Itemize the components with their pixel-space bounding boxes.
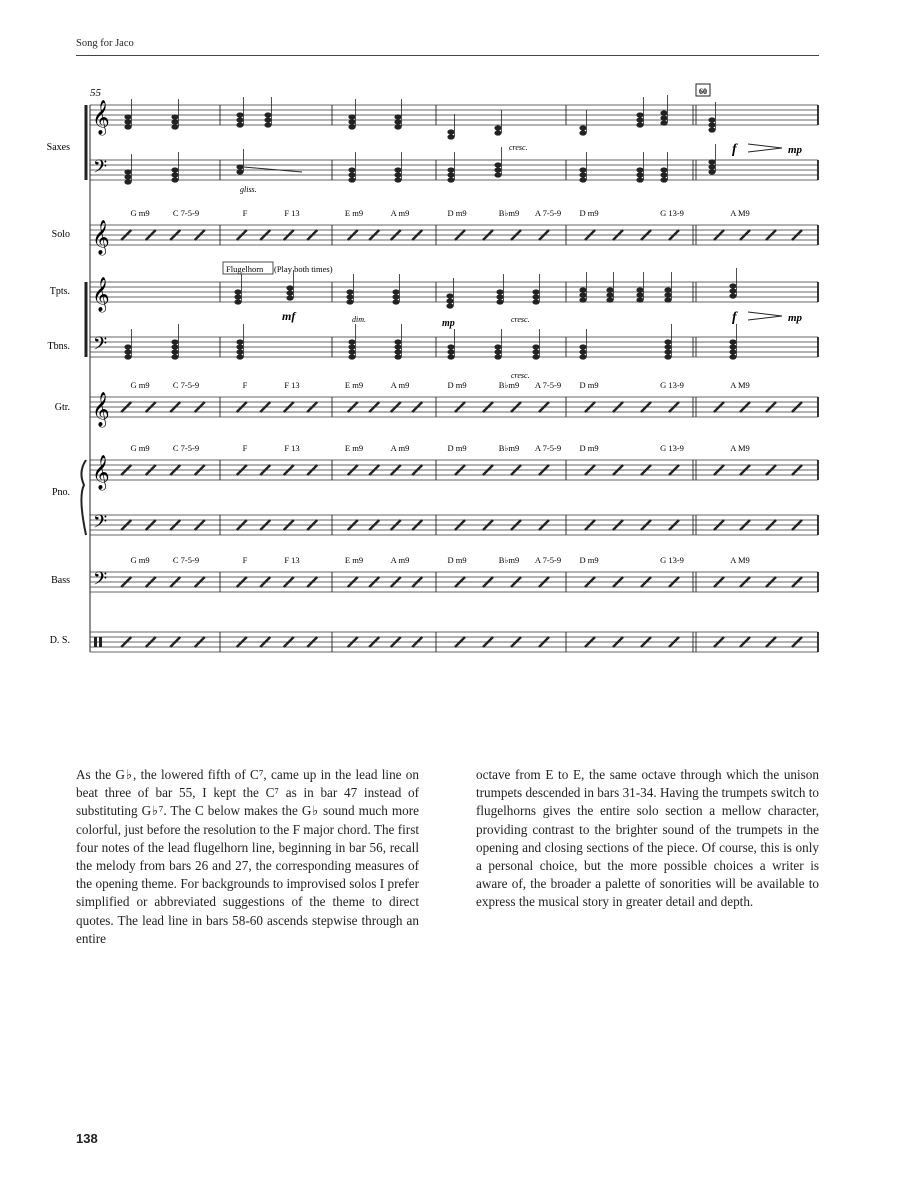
sax-note-head (394, 114, 401, 119)
chord-symbol: E m9 (344, 443, 364, 453)
trombone-note-head (124, 354, 131, 359)
chord-symbol: G m9 (130, 443, 150, 453)
sax-note-head (494, 162, 501, 167)
chord-symbol: D m9 (579, 208, 599, 218)
chord-symbol: A M9 (730, 380, 750, 390)
sax-note-head (708, 122, 715, 127)
chord-symbol: C 7-5-9 (172, 208, 200, 218)
instrument-label: D. S. (49, 635, 70, 646)
dynamic-f: f (732, 142, 737, 157)
piano-brace (81, 460, 86, 535)
sax-note-head (494, 130, 501, 135)
chord-symbol: C 7-5-9 (172, 555, 200, 565)
chord-symbol: A 7-5-9 (534, 380, 562, 390)
chord-symbol: G 13-9 (660, 443, 684, 453)
trumpet-note-head (346, 299, 353, 304)
chord-symbol: F (242, 443, 248, 453)
chord-symbol: B♭m9 (498, 443, 520, 453)
treble-clef-icon: 𝄞 (92, 221, 110, 254)
trumpet-note-head (532, 299, 539, 304)
sax-note-head (394, 124, 401, 129)
sax-note-head (394, 172, 401, 177)
instrument-label: Tpts. (49, 286, 70, 297)
body-text-right-column: octave from E to E, the same octave through which the unison trumpets descended in bars 31-34. Having the trumpets switch to flugelhorns gives the entire solo section a mellow character, providing contrast to the brighter sound of the trumpets in the opening and closing sections of the piece. Of course, this is only a personal choice, but the more possible choices a writer is aware of, the broader a palette of sonorities will be available to express the musical story in greater detail and depth. (476, 767, 819, 910)
trumpet-note-head (664, 297, 671, 302)
sax-note-head (660, 177, 667, 182)
chord-symbol: B♭m9 (498, 208, 520, 218)
sax-note-head (494, 172, 501, 177)
trombone-note-head (532, 349, 539, 354)
chord-symbol: G 13-9 (660, 208, 684, 218)
trumpet-note-head (346, 294, 353, 299)
trombone-note-head (236, 354, 243, 359)
chord-symbol: C 7-5-9 (172, 380, 200, 390)
chord-symbol: A 7-5-9 (534, 443, 562, 453)
sax-note-head (579, 167, 586, 172)
chord-symbol: F 13 (284, 380, 300, 390)
sax-note-head (236, 169, 243, 174)
gliss-line (244, 167, 302, 172)
sax-note-head (660, 120, 667, 125)
sax-note-head (708, 159, 715, 164)
chord-symbol: G m9 (130, 208, 150, 218)
sax-note-head (171, 177, 178, 182)
trombone-note-head (348, 339, 355, 344)
sax-note-head (660, 172, 667, 177)
trombone-note-head (236, 344, 243, 349)
trumpet-note-head (446, 298, 453, 303)
trombone-note-head (729, 339, 736, 344)
trumpet-note-head (392, 294, 399, 299)
instrument-label: Bass (51, 575, 70, 586)
trombone-note-head (494, 344, 501, 349)
trumpet-note-head (729, 293, 736, 298)
chord-symbol: D m9 (579, 380, 599, 390)
sax-note-head (636, 117, 643, 122)
sax-note-head (394, 119, 401, 124)
chord-symbol: A m9 (390, 208, 410, 218)
chord-symbol: B♭m9 (498, 555, 520, 565)
trumpet-note-head (446, 293, 453, 298)
trumpet-note-head (636, 297, 643, 302)
chord-symbol: E m9 (344, 555, 364, 565)
trombone-note-head (124, 344, 131, 349)
trumpet-note-head (606, 287, 613, 292)
trombone-note-head (729, 344, 736, 349)
trumpet-note-head (234, 299, 241, 304)
chord-symbol: A M9 (730, 208, 750, 218)
sax-note-head (708, 117, 715, 122)
trombone-note-head (348, 354, 355, 359)
sax-note-head (264, 112, 271, 117)
chord-symbol: G m9 (130, 555, 150, 565)
trumpet-note-head (729, 283, 736, 288)
bass-clef-icon: 𝄢 (93, 568, 108, 593)
trumpet-note-head (664, 292, 671, 297)
sax-note-head (236, 117, 243, 122)
sax-note-head (636, 172, 643, 177)
trombone-note-head (447, 354, 454, 359)
chord-symbol: E m9 (344, 380, 364, 390)
trumpet-note-head (532, 289, 539, 294)
chord-symbol: D m9 (447, 208, 467, 218)
sax-note-head (660, 110, 667, 115)
trombone-note-head (236, 349, 243, 354)
sax-note-head (124, 119, 131, 124)
dynamic-mp: mp (442, 318, 455, 329)
sax-note-head (636, 177, 643, 182)
trumpet-note-head (496, 294, 503, 299)
sax-note-head (348, 177, 355, 182)
chord-symbol: A M9 (730, 555, 750, 565)
trombone-note-head (579, 349, 586, 354)
instrument-label: Gtr. (54, 402, 70, 413)
sax-note-head (124, 169, 131, 174)
trumpet-note-head (446, 303, 453, 308)
decrescendo-hairpin (748, 144, 782, 152)
percussion-clef-icon (94, 637, 97, 647)
trombone-note-head (494, 354, 501, 359)
trombone-note-head (447, 349, 454, 354)
trumpet-note-head (729, 288, 736, 293)
page-number: 138 (76, 1131, 98, 1146)
dim-marking: dim. (352, 315, 366, 324)
sax-note-head (708, 169, 715, 174)
chord-symbol: D m9 (579, 443, 599, 453)
trombone-note-head (348, 349, 355, 354)
sax-note-head (636, 167, 643, 172)
chord-symbol: A m9 (390, 443, 410, 453)
chord-symbol: A m9 (390, 380, 410, 390)
sax-note-head (348, 114, 355, 119)
trombone-note-head (664, 354, 671, 359)
chord-symbol: A m9 (390, 555, 410, 565)
chord-symbol: A 7-5-9 (534, 555, 562, 565)
instrument-label: Saxes (46, 142, 70, 153)
treble-clef-icon: 𝄞 (92, 456, 110, 489)
sax-note-head (636, 122, 643, 127)
treble-clef-icon: 𝄞 (92, 278, 110, 311)
trumpet-note-head (606, 292, 613, 297)
chord-symbol: A 7-5-9 (534, 208, 562, 218)
trombone-note-head (579, 344, 586, 349)
chord-symbol: B♭m9 (498, 380, 520, 390)
sax-note-head (447, 129, 454, 134)
chord-symbol: A M9 (730, 443, 750, 453)
trumpet-note-head (392, 289, 399, 294)
trombone-note-head (532, 344, 539, 349)
trumpet-note-head (346, 289, 353, 294)
instrument-label: Tbns. (47, 341, 70, 352)
trumpet-note-head (664, 287, 671, 292)
trombone-note-head (348, 344, 355, 349)
trumpet-note-head (636, 287, 643, 292)
trombone-note-head (394, 354, 401, 359)
sax-note-head (171, 172, 178, 177)
trumpet-note-head (579, 287, 586, 292)
sax-note-head (660, 167, 667, 172)
sax-note-head (394, 167, 401, 172)
sax-note-head (264, 122, 271, 127)
sax-note-head (124, 124, 131, 129)
sax-note-head (348, 172, 355, 177)
play-both-marking: (Play both times) (274, 264, 333, 274)
trombone-note-head (664, 339, 671, 344)
dynamic-mp: mp (788, 144, 803, 156)
trombone-note-head (579, 354, 586, 359)
chord-symbol: F (242, 555, 248, 565)
sax-note-head (708, 127, 715, 132)
chord-symbol: E m9 (344, 208, 364, 218)
percussion-clef-icon (99, 637, 102, 647)
trombone-note-head (532, 354, 539, 359)
sax-note-head (236, 112, 243, 117)
sax-note-head (171, 114, 178, 119)
rehearsal-mark: 60 (699, 87, 707, 96)
sax-note-head (236, 122, 243, 127)
sax-note-head (579, 177, 586, 182)
chord-symbol: G m9 (130, 380, 150, 390)
trombone-note-head (394, 339, 401, 344)
trumpet-note-head (606, 297, 613, 302)
cresc-marking: cresc. (509, 143, 528, 152)
chord-symbol: D m9 (447, 555, 467, 565)
trombone-note-head (171, 349, 178, 354)
sax-note-head (579, 172, 586, 177)
sax-note-head (447, 177, 454, 182)
trumpet-note-head (234, 294, 241, 299)
treble-clef-icon: 𝄞 (92, 393, 110, 426)
trumpet-note-head (286, 295, 293, 300)
trumpet-note-head (496, 289, 503, 294)
trumpet-note-head (286, 290, 293, 295)
sax-note-head (171, 119, 178, 124)
sax-note-head (348, 167, 355, 172)
chord-symbol: F 13 (284, 555, 300, 565)
running-title: Song for Jaco (76, 38, 134, 49)
trumpet-note-head (496, 299, 503, 304)
chord-symbol: G 13-9 (660, 555, 684, 565)
treble-clef-icon: 𝄞 (92, 101, 110, 134)
trombone-note-head (494, 349, 501, 354)
trumpet-note-head (234, 289, 241, 294)
trombone-note-head (664, 349, 671, 354)
sax-note-head (494, 125, 501, 130)
sax-note-head (579, 125, 586, 130)
trumpet-note-head (579, 297, 586, 302)
cresc-marking: cresc. (511, 371, 530, 380)
sax-note-head (124, 114, 131, 119)
chord-symbol: F (242, 380, 248, 390)
sax-note-head (348, 119, 355, 124)
chord-symbol: F 13 (284, 443, 300, 453)
instrument-label: Solo (51, 229, 70, 240)
chord-symbol: D m9 (447, 380, 467, 390)
sax-note-head (124, 174, 131, 179)
trombone-note-head (171, 344, 178, 349)
gliss-marking: gliss. (240, 185, 257, 194)
trombone-note-head (394, 349, 401, 354)
trombone-note-head (729, 354, 736, 359)
bass-clef-icon: 𝄢 (93, 511, 108, 536)
sax-note-head (447, 134, 454, 139)
trombone-note-head (447, 344, 454, 349)
chord-symbol: D m9 (579, 555, 599, 565)
trumpet-note-head (286, 285, 293, 290)
trombone-note-head (664, 344, 671, 349)
trombone-note-head (729, 349, 736, 354)
dynamic-f: f (732, 310, 737, 325)
trombone-note-head (171, 339, 178, 344)
sax-note-head (394, 177, 401, 182)
decrescendo-hairpin (748, 312, 782, 320)
sax-note-head (660, 115, 667, 120)
cresc-marking: cresc. (511, 315, 530, 324)
trumpet-note-head (636, 292, 643, 297)
trumpet-note-head (392, 299, 399, 304)
flugelhorn-marking: Flugelhorn (226, 264, 264, 274)
sax-note-head (171, 167, 178, 172)
sax-note-head (636, 112, 643, 117)
sax-note-head (171, 124, 178, 129)
bass-clef-icon: 𝄢 (93, 333, 108, 358)
trombone-note-head (171, 354, 178, 359)
sax-note-head (708, 164, 715, 169)
sax-note-head (579, 130, 586, 135)
sax-note-head (264, 117, 271, 122)
dynamic-mp: mp (788, 312, 803, 324)
instrument-label: Pno. (51, 487, 70, 498)
sax-note-head (236, 164, 243, 169)
chord-symbol: F 13 (284, 208, 300, 218)
bass-clef-icon: 𝄢 (93, 156, 108, 181)
trumpet-note-head (532, 294, 539, 299)
sax-note-head (494, 167, 501, 172)
chord-symbol: G 13-9 (660, 380, 684, 390)
trombone-note-head (124, 349, 131, 354)
trumpet-note-head (579, 292, 586, 297)
sax-note-head (447, 172, 454, 177)
body-text-left-column: As the G♭, the lowered fifth of C⁷, came up in the lead line on beat three of bar 55, I kept the C⁷ as in bar 47 instead of substituting G♭⁷. The C below makes the G♭ sound much more colorful, just before the resolution to the F major chord. The first four notes of the lead flugelhorn line, beginning in bar 56, recall the melody from bars 26 and 27, the corresponding measures of the opening theme. For backgrounds to improvised solos I prefer simplified or abbreviated suggestions of the theme to direct quotes. The lead line in bars 58-60 ascends stepwise through an entire (76, 767, 419, 946)
sax-note-head (447, 167, 454, 172)
bar-number: 55 (90, 87, 101, 99)
chord-symbol: C 7-5-9 (172, 443, 200, 453)
chord-symbol: F (242, 208, 248, 218)
dynamic-mf: mf (282, 309, 296, 323)
sax-note-head (124, 179, 131, 184)
chord-symbol: D m9 (447, 443, 467, 453)
trombone-note-head (236, 339, 243, 344)
sax-note-head (348, 124, 355, 129)
trombone-note-head (394, 344, 401, 349)
